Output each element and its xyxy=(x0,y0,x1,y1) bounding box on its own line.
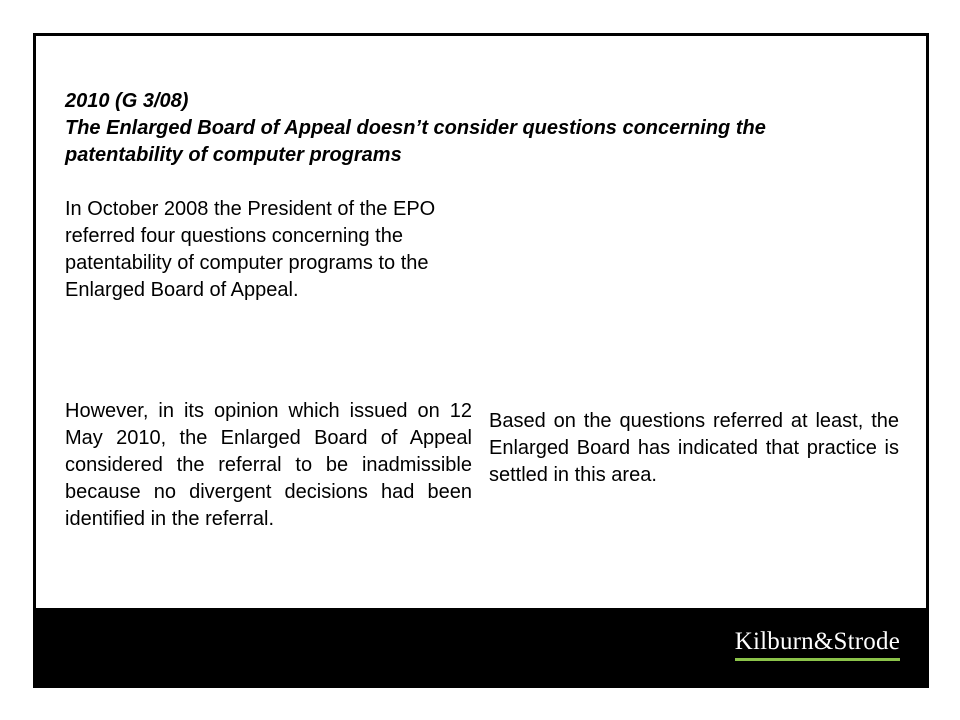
intro-paragraph: In October 2008 the President of the EPO referred four questions concerning the patentability of computer programs to the Enlarged Board of Appeal. xyxy=(65,198,436,301)
heading-case-reference: 2010 (G 3/08) xyxy=(65,90,189,112)
logo-text: Kilburn&Strode xyxy=(734,628,900,655)
heading-title-line-1: The Enlarged Board of Appeal doesn’t consider questions concerning the xyxy=(65,117,766,139)
logo-underline xyxy=(735,658,900,661)
opinion-paragraph: However, in its opinion which issued on 12 May 2010, the Enlarged Board of Appeal considered the referral to be inadmissible because no divergent decisions had been identified in the referral. xyxy=(65,400,472,530)
conclusion-paragraph: Based on the questions referred at least, the Enlarged Board has indicated that practice is settled in this area. xyxy=(489,410,899,486)
footer-bar xyxy=(36,608,926,685)
heading-title-line-2: patentability of computer programs xyxy=(65,144,402,166)
slide xyxy=(33,33,929,688)
slide-heading xyxy=(65,88,925,169)
kilburn-strode-logo xyxy=(735,628,900,656)
